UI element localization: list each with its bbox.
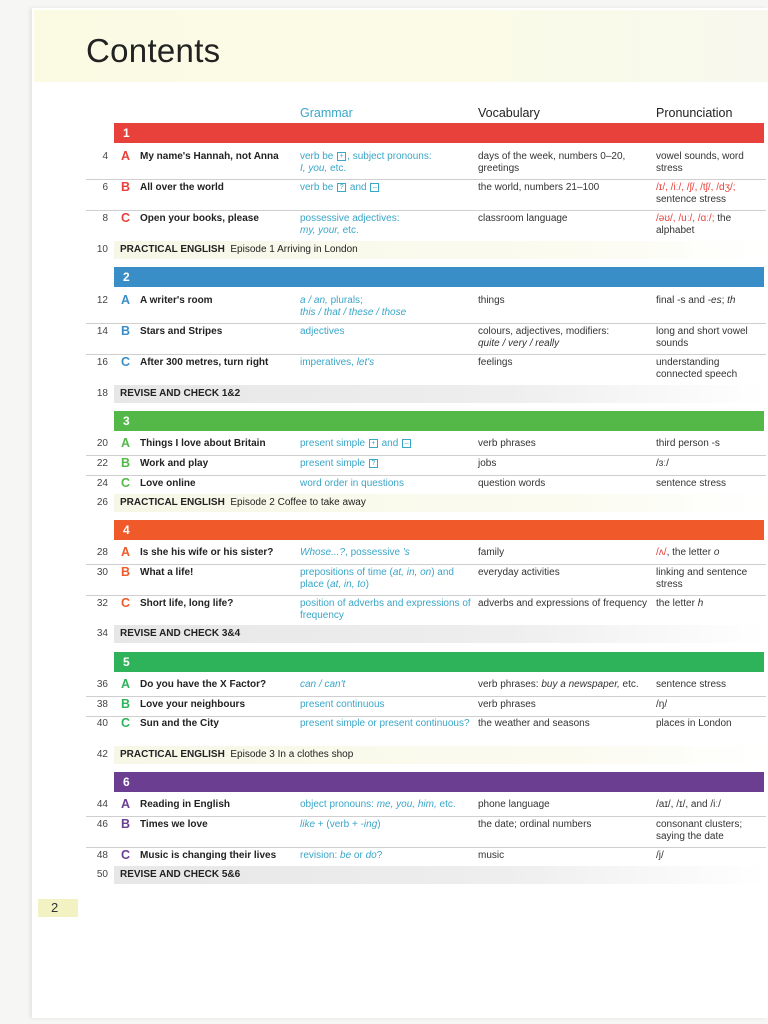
lesson-grammar: present continuous	[300, 699, 385, 710]
lesson-pronunciation: sentence stress	[656, 679, 727, 690]
extra-kind: PRACTICAL ENGLISH	[120, 497, 225, 508]
lesson-grammar: can / can't	[300, 679, 346, 690]
minus-box-icon: –	[370, 183, 379, 192]
column-header-vocabulary: Vocabulary	[478, 106, 540, 120]
page-ref: 42	[96, 749, 108, 760]
lesson-pronunciation: third person -s	[656, 438, 720, 449]
lesson-vocabulary: phone language	[478, 799, 550, 810]
lesson-row[interactable]	[86, 718, 766, 746]
lesson-grammar: object pronouns: me, you, him, etc.	[300, 799, 456, 810]
lesson-vocabulary: verb phrases	[478, 438, 536, 449]
revise-check-row[interactable]	[86, 385, 766, 403]
page-ref: 10	[96, 244, 108, 255]
lesson-grammar: possessive adjectives: my, your, etc.	[300, 213, 400, 236]
lesson-letter: B	[121, 324, 131, 338]
lesson-grammar: imperatives, let's	[300, 357, 375, 368]
lesson-pronunciation: final -s and -es; th	[656, 295, 736, 306]
lesson-title: A writer's room	[140, 295, 213, 306]
lesson-letter: B	[121, 180, 131, 194]
lesson-pronunciation: understanding connected speech	[656, 357, 738, 380]
lesson-title: After 300 metres, turn right	[140, 357, 269, 368]
question-box-icon: ?	[337, 183, 346, 192]
page-ref: 12	[96, 295, 108, 306]
page-ref: 4	[102, 151, 108, 162]
page-ref: 16	[96, 357, 108, 368]
lesson-grammar: Whose...?, possessive 's	[300, 547, 410, 558]
lesson-vocabulary: colours, adjectives, modifiers: quite / very / really	[478, 326, 610, 349]
lesson-grammar: a / an, plurals; this / that / these / those	[300, 295, 407, 318]
lesson-vocabulary: things	[478, 295, 505, 306]
lesson-title: Times we love	[140, 819, 208, 830]
page-ref: 50	[96, 869, 108, 880]
page-ref: 18	[96, 388, 108, 399]
lesson-letter: A	[121, 545, 131, 559]
lesson-vocabulary: the world, numbers 21–100	[478, 182, 600, 193]
lesson-pronunciation: /ɪ/, /iː/, /ʃ/, /tʃ/, /dʒ/; sentence stress	[656, 182, 736, 205]
page-ref: 6	[102, 182, 108, 193]
lesson-pronunciation: sentence stress	[656, 478, 727, 489]
lesson-vocabulary: question words	[478, 478, 546, 489]
lesson-row[interactable]	[86, 458, 766, 476]
lesson-title: All over the world	[140, 182, 224, 193]
lesson-title: Love online	[140, 478, 196, 489]
plus-box-icon: +	[369, 439, 378, 448]
lesson-vocabulary: adverbs and expressions of frequency	[478, 598, 647, 609]
lesson-title: Sun and the City	[140, 718, 219, 729]
lesson-row[interactable]	[86, 699, 766, 717]
lesson-letter: C	[121, 848, 131, 862]
lesson-row[interactable]	[86, 213, 766, 241]
lesson-title: Short life, long life?	[140, 598, 234, 609]
page-ref: 30	[96, 567, 108, 578]
lesson-pronunciation: /əʊ/, /uː/, /ɑː/; the alphabet	[656, 213, 732, 236]
lesson-title: Stars and Stripes	[140, 326, 223, 337]
page-ref: 8	[102, 213, 108, 224]
lesson-pronunciation: linking and sentence stress	[656, 567, 748, 590]
lesson-pronunciation: the letter h	[656, 598, 704, 609]
plus-box-icon: +	[337, 152, 346, 161]
page-ref: 34	[96, 628, 108, 639]
lesson-vocabulary: feelings	[478, 357, 513, 368]
lesson-title: Is she his wife or his sister?	[140, 547, 274, 558]
lesson-row[interactable]	[86, 182, 766, 211]
lesson-title: Do you have the X Factor?	[140, 679, 267, 690]
lesson-row[interactable]	[86, 679, 766, 697]
lesson-grammar: present simple + and –	[300, 438, 472, 450]
lesson-row[interactable]	[86, 567, 766, 596]
lesson-grammar: present simple or present continuous?	[300, 718, 470, 729]
lesson-letter: C	[121, 355, 131, 369]
page-number: 2	[38, 899, 78, 917]
extra-kind: REVISE AND CHECK 5&6	[120, 869, 241, 880]
lesson-letter: C	[121, 596, 131, 610]
lesson-title: My name's Hannah, not Anna	[140, 151, 279, 162]
unit-bar-6: 6	[114, 772, 764, 792]
lesson-grammar: revision: be or do?	[300, 850, 383, 861]
lesson-pronunciation: long and short vowel sounds	[656, 326, 748, 349]
page-ref: 24	[96, 478, 108, 489]
lesson-vocabulary: the weather and seasons	[478, 718, 590, 729]
page-title: Contents	[86, 32, 221, 69]
extra-kind: REVISE AND CHECK 1&2	[120, 388, 241, 399]
lesson-row[interactable]	[86, 850, 766, 866]
lesson-letter: B	[121, 817, 131, 831]
lesson-vocabulary: days of the week, numbers 0–20, greetings	[478, 151, 626, 174]
lesson-vocabulary: verb phrases	[478, 699, 536, 710]
page-ref: 46	[96, 819, 108, 830]
lesson-title: Things I love about Britain	[140, 438, 266, 449]
practical-english-row[interactable]	[86, 746, 766, 764]
lesson-vocabulary: family	[478, 547, 505, 558]
unit-bar-2: 2	[114, 267, 764, 287]
page-ref: 40	[96, 718, 108, 729]
lesson-vocabulary: classroom language	[478, 213, 568, 224]
lesson-letter: C	[121, 476, 131, 490]
lesson-row[interactable]	[86, 438, 766, 456]
column-header-grammar: Grammar	[300, 106, 353, 120]
lesson-row[interactable]	[86, 478, 766, 494]
page-ref: 20	[96, 438, 108, 449]
page-ref: 36	[96, 679, 108, 690]
lesson-pronunciation: places in London	[656, 718, 732, 729]
lesson-letter: B	[121, 697, 131, 711]
lesson-title: Music is changing their lives	[140, 850, 277, 861]
lesson-title: What a life!	[140, 567, 194, 578]
revise-check-row[interactable]	[86, 866, 766, 884]
lesson-vocabulary: the date; ordinal numbers	[478, 819, 592, 830]
page-ref: 48	[96, 850, 108, 861]
lesson-title: Open your books, please	[140, 213, 259, 224]
lesson-vocabulary: everyday activities	[478, 567, 560, 578]
lesson-title: Love your neighbours	[140, 699, 246, 710]
extra-detail: Episode 3 In a clothes shop	[230, 749, 354, 760]
question-box-icon: ?	[369, 459, 378, 468]
lesson-vocabulary: verb phrases: buy a newspaper, etc.	[478, 679, 639, 690]
lesson-row[interactable]	[86, 819, 766, 848]
lesson-row[interactable]	[86, 598, 766, 626]
lesson-grammar: position of adverbs and expressions of frequency	[300, 598, 471, 621]
lesson-row[interactable]	[86, 326, 766, 355]
unit-bar-3: 3	[114, 411, 764, 431]
revise-check-row[interactable]	[86, 625, 766, 643]
extra-kind: REVISE AND CHECK 3&4	[120, 628, 241, 639]
lesson-pronunciation: /ɜː/	[656, 458, 669, 469]
lesson-grammar: word order in questions	[300, 478, 404, 489]
lesson-letter: C	[121, 211, 131, 225]
lesson-grammar: verb be ? and –	[300, 182, 472, 194]
lesson-row[interactable]	[86, 357, 766, 385]
lesson-pronunciation: /aɪ/, /ɪ/, and /iː/	[656, 799, 721, 810]
unit-bar-4: 4	[114, 520, 764, 540]
lesson-pronunciation: /j/	[656, 850, 664, 861]
lesson-letter: C	[121, 716, 131, 730]
practical-english-row[interactable]	[86, 241, 766, 259]
lesson-letter: A	[121, 797, 131, 811]
lesson-row[interactable]	[86, 799, 766, 817]
page-ref: 14	[96, 326, 108, 337]
lesson-grammar: verb be + , subject pronouns: I, you, etc.	[300, 151, 432, 174]
lesson-vocabulary: music	[478, 850, 505, 861]
lesson-pronunciation: /ʌ/, the letter o	[656, 547, 720, 558]
page-ref: 28	[96, 547, 108, 558]
practical-english-row[interactable]	[86, 494, 766, 512]
lesson-grammar: adjectives	[300, 326, 345, 337]
page-ref: 38	[96, 699, 108, 710]
lesson-letter: A	[121, 677, 131, 691]
lesson-pronunciation: vowel sounds, word stress	[656, 151, 744, 174]
lesson-grammar: present simple ?	[300, 458, 472, 470]
column-header-pronunciation: Pronunciation	[656, 106, 733, 120]
extra-kind: PRACTICAL ENGLISH	[120, 244, 225, 255]
lesson-letter: A	[121, 293, 131, 307]
page-ref: 44	[96, 799, 108, 810]
lesson-vocabulary: jobs	[478, 458, 497, 469]
lesson-letter: A	[121, 149, 131, 163]
lesson-letter: A	[121, 436, 131, 450]
extra-detail: Episode 2 Coffee to take away	[230, 497, 366, 508]
lesson-grammar: like + (verb + -ing)	[300, 819, 381, 830]
extra-detail: Episode 1 Arriving in London	[230, 244, 358, 255]
page-ref: 32	[96, 598, 108, 609]
lesson-pronunciation: /ŋ/	[656, 699, 668, 710]
page-ref: 22	[96, 458, 108, 469]
lesson-row[interactable]	[86, 547, 766, 565]
lesson-row[interactable]	[86, 295, 766, 324]
page-ref: 26	[96, 497, 108, 508]
lesson-title: Reading in English	[140, 799, 231, 810]
lesson-pronunciation: consonant clusters; saying the date	[656, 819, 743, 842]
extra-kind: PRACTICAL ENGLISH	[120, 749, 225, 760]
lesson-row[interactable]	[86, 151, 766, 180]
lesson-title: Work and play	[140, 458, 209, 469]
lesson-letter: B	[121, 456, 131, 470]
lesson-grammar: prepositions of time (at, in, on) and place (at, in, to)	[300, 567, 454, 590]
unit-bar-1: 1	[114, 123, 764, 143]
minus-box-icon: –	[402, 439, 411, 448]
lesson-letter: B	[121, 565, 131, 579]
unit-bar-5: 5	[114, 652, 764, 672]
